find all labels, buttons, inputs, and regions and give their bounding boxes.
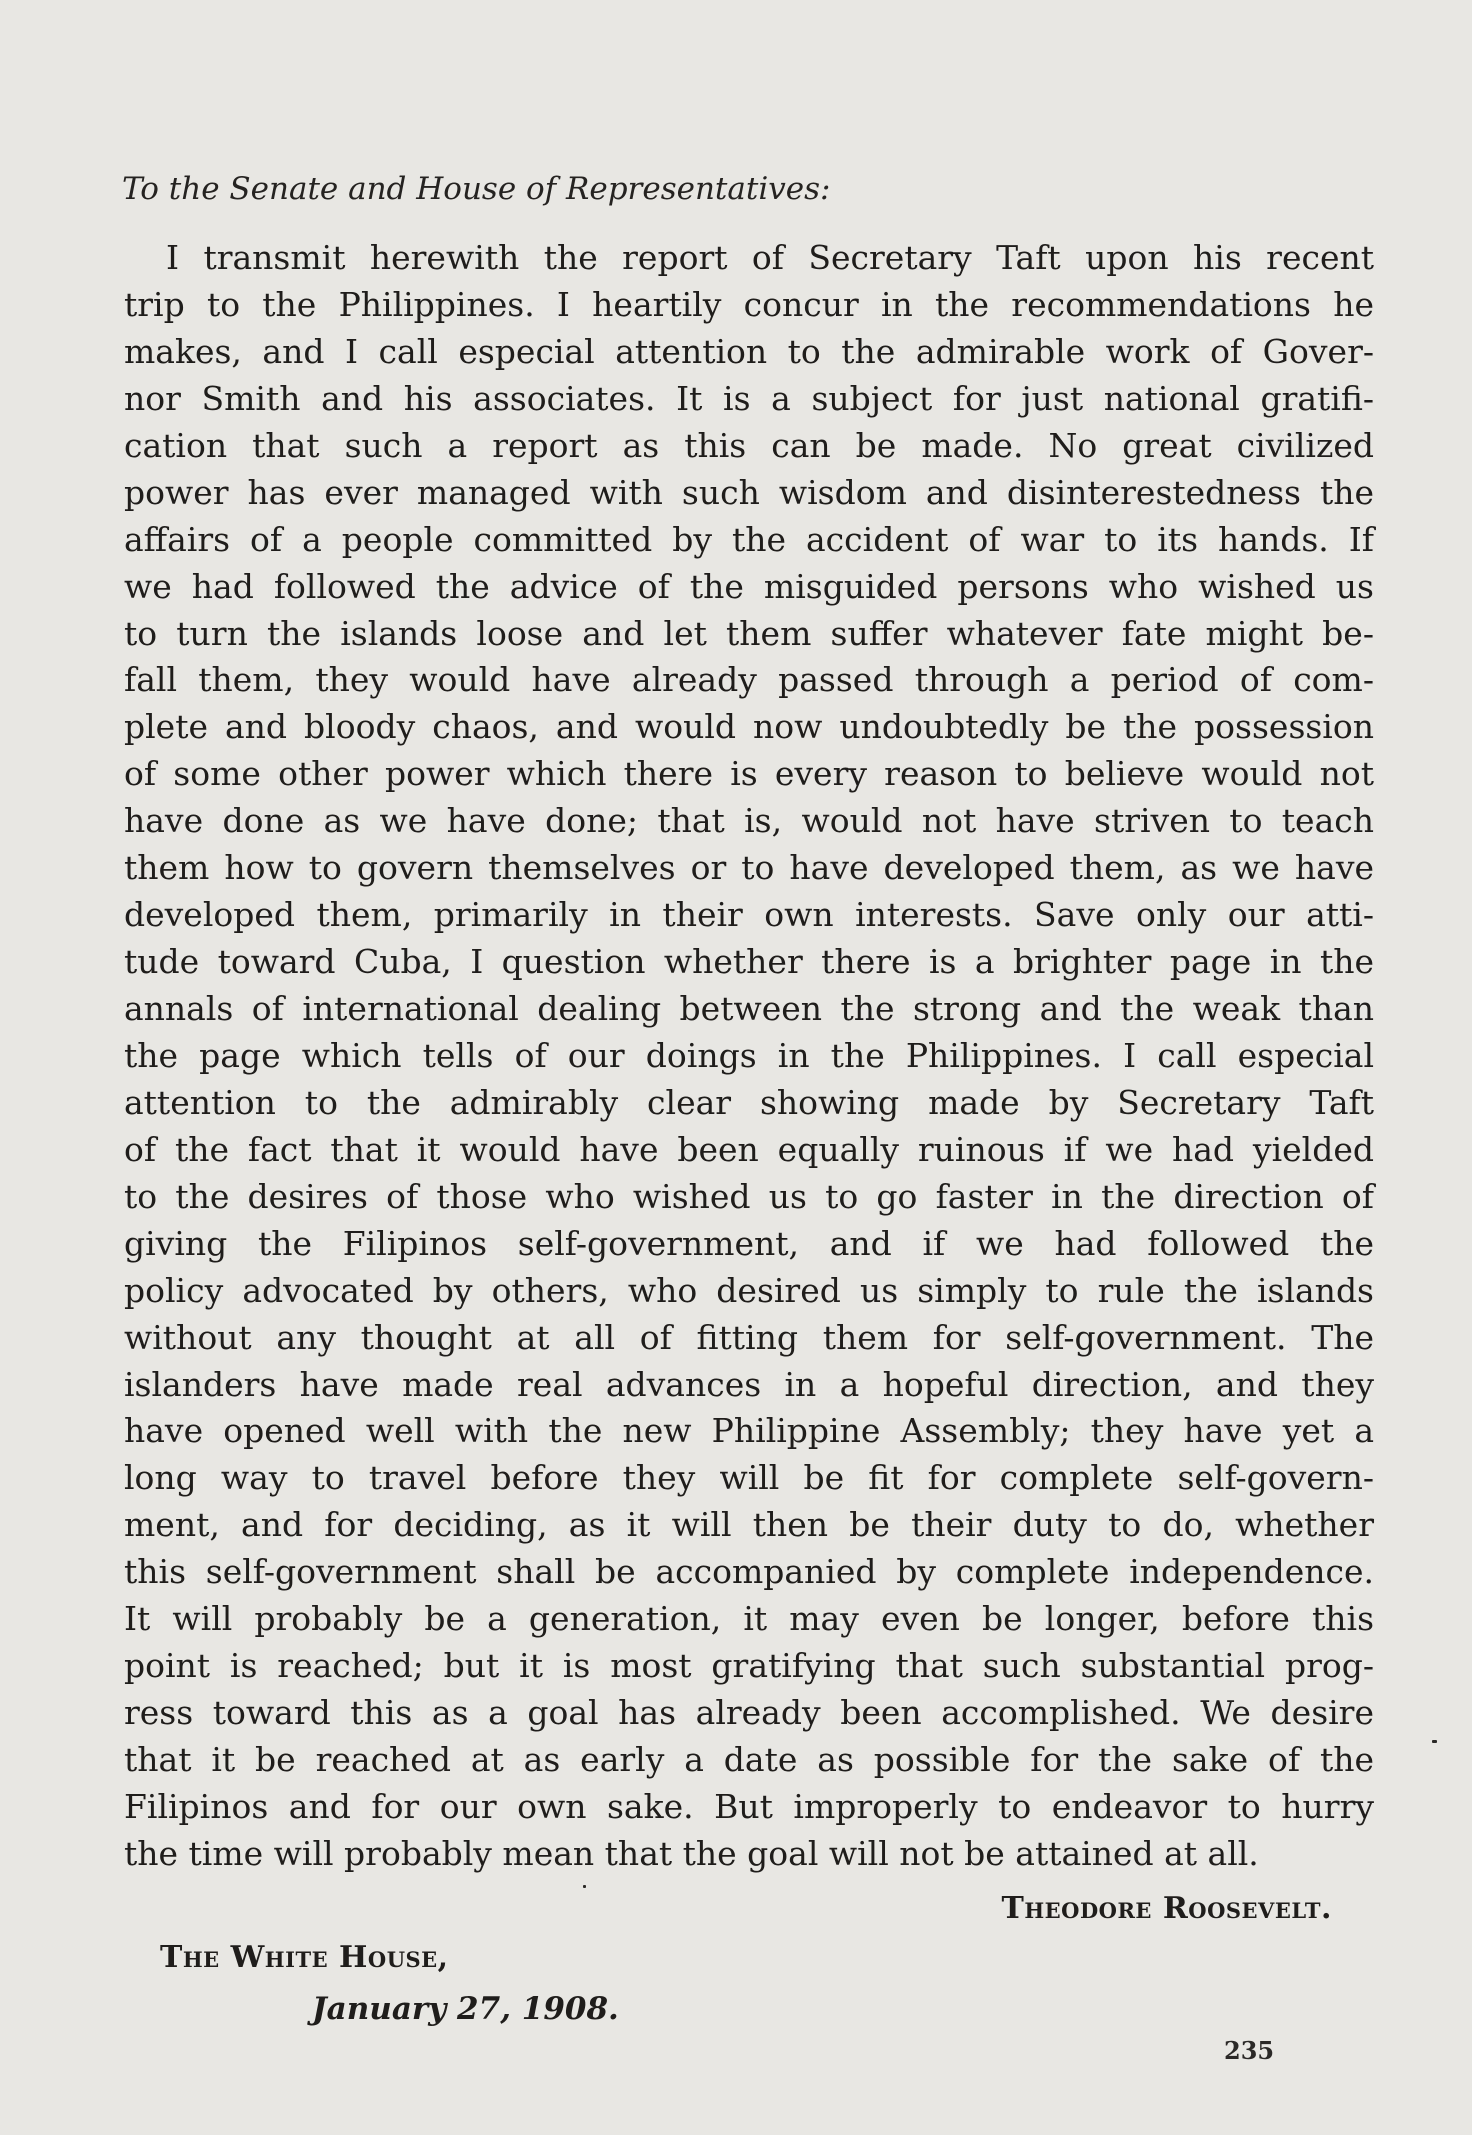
body-line: It will probably be a generation, it may even be longer, before this [124,1599,1374,1639]
body-line: have done as we have done; that is, would not have striven to teach [124,801,1374,841]
body-line: trip to the Philippines. I heartily concur in the recommendations he [124,284,1374,324]
body-line: I transmit herewith the report of Secretary Taft upon his recent [166,238,1374,277]
body-line: we had followed the advice of the misguided persons who wished us [124,566,1374,606]
body-line: cation that such a report as this can be made. No great civilized [124,425,1374,465]
body-line: developed them, primarily in their own interests. Save only our atti- [124,895,1374,935]
body-line: plete and bloody chaos, and would now undoubtedly be the possession [124,707,1374,747]
salutation: To the Senate and House of Representatives: [122,171,831,207]
date-line: January 27, 1908. [312,1991,619,2027]
body-line: islanders have made real advances in a hopeful direction, and they [124,1364,1374,1404]
body-line: tude toward Cuba, I question whether there is a brighter page in the [124,942,1374,982]
body-line: nor Smith and his associates. It is a subject for just national gratifi- [124,378,1374,418]
body-line: attention to the admirably clear showing made by Secretary Taft [124,1082,1374,1122]
body-line: have opened well with the new Philippine Assembly; they have yet a [124,1411,1374,1451]
place-line: The White House, [160,1940,449,1975]
body-line: power has ever managed with such wisdom and disinterestedness the [124,472,1374,512]
body-line: them how to govern themselves or to have developed them, as we have [124,848,1374,888]
page-number: 235 [1224,2036,1275,2065]
body-line: the page which tells of our doings in the Philippines. I call especial [124,1035,1374,1075]
body-line: policy advocated by others, who desired us simply to rule the islands [124,1270,1374,1310]
body-line: makes, and I call especial attention to the admirable work of Gover- [124,331,1374,371]
body-line: affairs of a people committed by the accident of war to its hands. If [124,519,1374,559]
body-line: this self-government shall be accompanied by complete independence. [124,1552,1374,1592]
body-line: long way to travel before they will be fit for complete self-govern- [124,1458,1374,1498]
signature: Theodore Roosevelt. [1001,1891,1332,1926]
body-line: to the desires of those who wished us to go faster in the direction of [124,1176,1374,1216]
body-line: of the fact that it would have been equally ruinous if we had yielded [124,1129,1374,1169]
body-line: of some other power which there is every reason to believe would not [124,754,1374,794]
body-line: the time will probably mean that the goal will not be attained at all. [124,1833,1259,1873]
body-line: to turn the islands loose and let them suffer whatever fate might be- [124,613,1374,653]
body-line: without any thought at all of fitting them for self-government. The [124,1317,1374,1357]
body-line: giving the Filipinos self-government, and if we had followed the [124,1223,1374,1263]
body-line: ress toward this as a goal has already been accomplished. We desire [124,1693,1374,1733]
body-line: point is reached; but it is most gratifying that such substantial prog- [124,1646,1374,1686]
body-line: ment, and for deciding, as it will then be their duty to do, whether [124,1505,1374,1545]
body-line: fall them, they would have already passed through a period of com- [124,660,1374,700]
body-line: Filipinos and for our own sake. But improperly to endeavor to hurry [124,1786,1374,1826]
print-speck [583,1885,586,1888]
body-line: annals of international dealing between the strong and the weak than [124,989,1374,1028]
print-speck [1432,1740,1437,1743]
message-body [124,235,1374,1878]
body-line: that it be reached at as early a date as possible for the sake of the [124,1740,1374,1779]
